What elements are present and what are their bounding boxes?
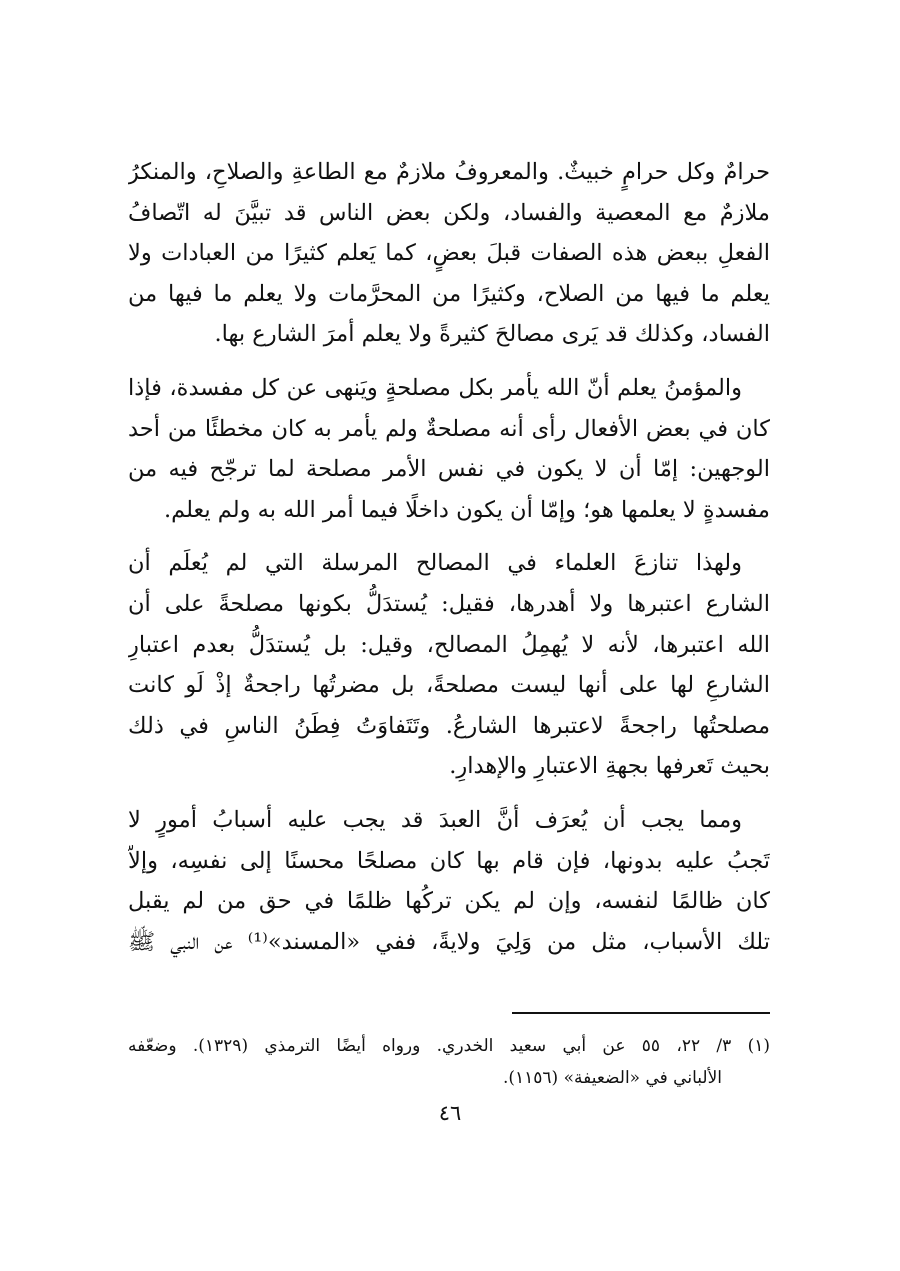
text-line: كان في بعض الأفعال رأى أنه مصلحةٌ ولم يأمر به كان مخطئًا من أحد [128, 415, 770, 442]
footnote-line: (١) ٣/ ٢٢، ٥٥ عن أبي سعيد الخدري. ورواه أيضًا الترمذي (١٣٢٩). وضعّفه [128, 1036, 770, 1056]
text-line: الشارعِ لها على أنها ليست مصلحةً، بل مضرتُها راجحةٌ إذْ لَو كانت [128, 672, 770, 699]
text-line: كان ظالمًا لنفسه، وإن لم يكن تركُها ظلمًا في حق من لم يقبل [128, 888, 770, 915]
footnote-separator [512, 1012, 770, 1014]
text-line: بحيث تَعرفها بجهةِ الاعتبارِ والإهدارِ. [449, 753, 770, 780]
text-line: مصلحتُها راجحةً لاعتبرها الشارعُ. وتَتَفاوَتُ فِطَنُ الناسِ في ذلك [128, 712, 770, 739]
text-line: الفساد، وكذلك قد يَرى مصالحَ كثيرةً ولا يعلم أمرَ الشارع بها. [214, 321, 770, 348]
text-line: الله اعتبرها، لأنه لا يُهمِلُ المصالح، وقيل: بل يُستدَلُّ بعدم اعتبارِ [128, 631, 770, 658]
text-line: تَجبُ عليه بدونها، فإن قام بها كان مصلحًا محسنًا إلى نفسِه، وإلاّ [128, 847, 770, 874]
footnote-line: الألباني في «الضعيفة» (١١٥٦). [502, 1068, 722, 1088]
text-line: الفعلِ ببعض هذه الصفات قبلَ بعضٍ، كما يَعلم كثيرًا من العبادات ولا [128, 240, 770, 267]
page-number: ٤٦ [438, 1101, 462, 1125]
paragraph-2 [128, 368, 770, 530]
paragraph-3 [128, 543, 770, 787]
text-line: مفسدةٍ لا يعلمها هو؛ وإمّا أن يكون داخلًا فيما أمر الله به ولم يعلم. [163, 496, 770, 523]
text-line: ملازمٌ مع المعصية والفساد، ولكن بعض الناس قد تبيَّنَ له اتّصافُ [128, 199, 770, 226]
text-line: يعلم ما فيها من الصلاح، وكثيرًا من المحرَّمات ولا يعلم ما فيها من [128, 280, 770, 307]
text-line: تلك الأسباب، مثل من وَلِيَ ولايةً، ففي «المسند»⁽¹⁾ عن النبي ﷺ [128, 928, 770, 955]
main-text [128, 152, 770, 975]
text-line: الشارع اعتبرها ولا أهدرها، فقيل: يُستدَلُّ بكونها مصلحةً على أن [128, 590, 770, 617]
text-line: والمؤمنُ يعلم أنّ الله يأمر بكل مصلحةٍ ويَنهى عن كل مفسدة، فإذا [128, 374, 742, 401]
paragraph-4 [128, 800, 770, 962]
paragraph-1 [128, 152, 770, 355]
footnote [128, 1030, 770, 1094]
text-line: حرامٌ وكل حرامٍ خبيثٌ. والمعروفُ ملازمٌ مع الطاعةِ والصلاحِ، والمنكرُ [128, 159, 770, 185]
text-line: الوجهين: إمّا أن لا يكون في نفس الأمر مصلحة لما ترجّح فيه من [128, 456, 770, 483]
text-line: ومما يجب أن يُعرَف أنَّ العبدَ قد يجب عليه أسبابُ أمورٍ لا [128, 806, 742, 833]
text-line: ولهذا تنازعَ العلماء في المصالح المرسلة التي لم يُعلَم أن [128, 550, 742, 577]
